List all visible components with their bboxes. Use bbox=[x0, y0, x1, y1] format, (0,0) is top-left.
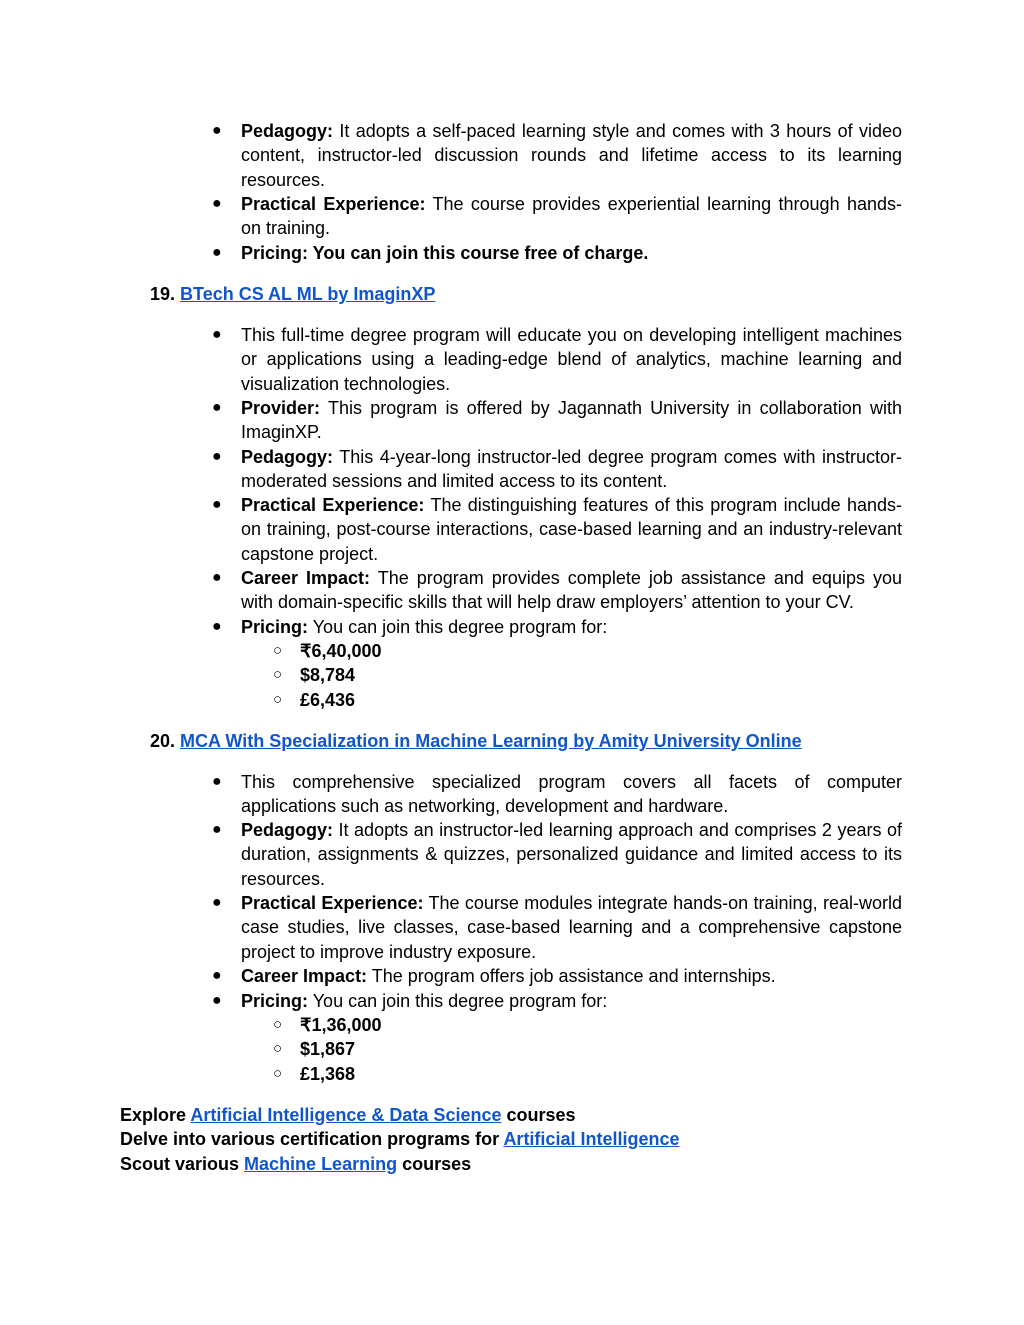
artificial-intelligence-link[interactable]: Artificial Intelligence bbox=[503, 1129, 680, 1149]
bullet-label: Pricing: bbox=[241, 991, 309, 1011]
bullet-pricing bbox=[241, 989, 902, 1013]
bullet-glyph: ● bbox=[212, 967, 222, 984]
bullet-text: It adopts a self-paced learning style and comes with 3 hours of video content, instructor-led discussion rounds and lifetime access to its learning resources. bbox=[241, 121, 902, 190]
explore-prefix: Explore bbox=[120, 1105, 187, 1125]
bullet-pedagogy bbox=[241, 445, 902, 494]
sub-bullet-glyph: ○ bbox=[273, 1065, 283, 1082]
course-20-link[interactable]: MCA With Specialization in Machine Learning by Amity University Online bbox=[180, 731, 802, 751]
bullet-glyph: ● bbox=[212, 399, 222, 416]
bullet-practical-experience bbox=[241, 891, 902, 964]
certification-prefix: Delve into various certification programs for bbox=[120, 1129, 500, 1149]
sub-bullet-glyph: ○ bbox=[273, 1016, 283, 1033]
bullet-glyph: ● bbox=[212, 894, 222, 911]
scout-prefix: Scout various bbox=[120, 1154, 240, 1174]
bullet-text: The program offers job assistance and internships. bbox=[371, 966, 776, 986]
bullet-label: Career Impact: bbox=[241, 966, 368, 986]
bullet-provider bbox=[241, 396, 902, 445]
course-20-heading bbox=[150, 729, 802, 753]
price-inr: ₹1,36,000 bbox=[300, 1015, 382, 1035]
explore-line bbox=[120, 1103, 576, 1127]
ai-data-science-link[interactable]: Artificial Intelligence & Data Science bbox=[190, 1105, 502, 1125]
scout-line bbox=[120, 1152, 471, 1176]
bullet-label: Career Impact: bbox=[241, 568, 371, 588]
bullet-label: Pedagogy: bbox=[241, 121, 334, 141]
machine-learning-link[interactable]: Machine Learning bbox=[244, 1154, 398, 1174]
bullet-text: This comprehensive specialized program covers all facets of computer applications such as networking, development and hardware. bbox=[241, 772, 902, 817]
course-19-heading bbox=[150, 282, 435, 306]
price-gbp: £1,368 bbox=[300, 1064, 356, 1084]
price-usd: $8,784 bbox=[300, 665, 356, 685]
bullet-pricing bbox=[241, 241, 902, 265]
bullet-text: The course modules integrate hands-on training, real-world case studies, live classes, case-based learning and a comprehensive capstone project to improve industry exposure. bbox=[241, 893, 902, 962]
bullet-glyph: ● bbox=[212, 618, 222, 635]
bullet-label: Pedagogy: bbox=[241, 447, 334, 467]
bullet-practical-experience bbox=[241, 493, 902, 566]
bullet-glyph: ● bbox=[212, 773, 222, 790]
bullet-glyph: ● bbox=[212, 821, 222, 838]
bullet-label: Provider: bbox=[241, 398, 321, 418]
bullet-text: This 4-year-long instructor-led degree program comes with instructor-moderated sessions and limited access to its content. bbox=[241, 447, 902, 492]
bullet-glyph: ● bbox=[212, 122, 222, 139]
bullet-label: Practical Experience: bbox=[241, 495, 425, 515]
bullet-text: You can join this degree program for: bbox=[312, 617, 608, 637]
price-usd: $1,867 bbox=[300, 1039, 356, 1059]
certification-line bbox=[120, 1127, 679, 1151]
bullet-overview bbox=[241, 770, 902, 819]
explore-suffix: courses bbox=[506, 1105, 576, 1125]
bullet-pedagogy bbox=[241, 119, 902, 192]
bullet-text: This program is offered by Jagannath University in collaboration with ImaginXP. bbox=[241, 398, 902, 443]
bullet-practical-experience bbox=[241, 192, 902, 241]
sub-bullet-glyph: ○ bbox=[273, 691, 283, 708]
bullet-text: You can join this degree program for: bbox=[312, 991, 608, 1011]
bullet-glyph: ● bbox=[212, 448, 222, 465]
course-number: 20. bbox=[150, 731, 176, 751]
bullet-pedagogy bbox=[241, 818, 902, 891]
bullet-text: The course provides experiential learning through hands-on training. bbox=[241, 194, 902, 239]
bullet-career-impact bbox=[241, 964, 902, 988]
bullet-glyph: ● bbox=[212, 992, 222, 1009]
bullet-glyph: ● bbox=[212, 195, 222, 212]
bullet-label: Pricing: You can join this course free of charge. bbox=[241, 243, 649, 263]
sub-bullet-glyph: ○ bbox=[273, 666, 283, 683]
bullet-label: Pedagogy: bbox=[241, 820, 334, 840]
course-19-link[interactable]: BTech CS AL ML by ImaginXP bbox=[180, 284, 436, 304]
bullet-label: Pricing: bbox=[241, 617, 309, 637]
bullet-text: The program provides complete job assistance and equips you with domain-specific skills that will help draw employers’ attention to your CV. bbox=[241, 568, 902, 613]
bullet-glyph: ● bbox=[212, 569, 222, 586]
bullet-career-impact bbox=[241, 566, 902, 615]
bullet-glyph: ● bbox=[212, 496, 222, 513]
scout-suffix: courses bbox=[402, 1154, 472, 1174]
sub-bullet-glyph: ○ bbox=[273, 1040, 283, 1057]
bullet-label: Practical Experience: bbox=[241, 194, 426, 214]
bullet-pricing bbox=[241, 615, 902, 639]
bullet-glyph: ● bbox=[212, 326, 222, 343]
bullet-overview bbox=[241, 323, 902, 396]
price-inr: ₹6,40,000 bbox=[300, 641, 382, 661]
bullet-text: The distinguishing features of this program include hands-on training, post-course interactions, case-based learning and an industry-relevant capstone project. bbox=[241, 495, 902, 564]
bullet-label: Practical Experience: bbox=[241, 893, 424, 913]
bullet-glyph: ● bbox=[212, 244, 222, 261]
bullet-text: This full-time degree program will educate you on developing intelligent machines or applications using a leading-edge blend of analytics, machine learning and visualization technologies. bbox=[241, 325, 902, 394]
course-number: 19. bbox=[150, 284, 176, 304]
sub-bullet-glyph: ○ bbox=[273, 642, 283, 659]
price-gbp: £6,436 bbox=[300, 690, 356, 710]
bullet-text: It adopts an instructor-led learning approach and comprises 2 years of duration, assignments & quizzes, personalized guidance and limited access to its resources. bbox=[241, 820, 902, 889]
